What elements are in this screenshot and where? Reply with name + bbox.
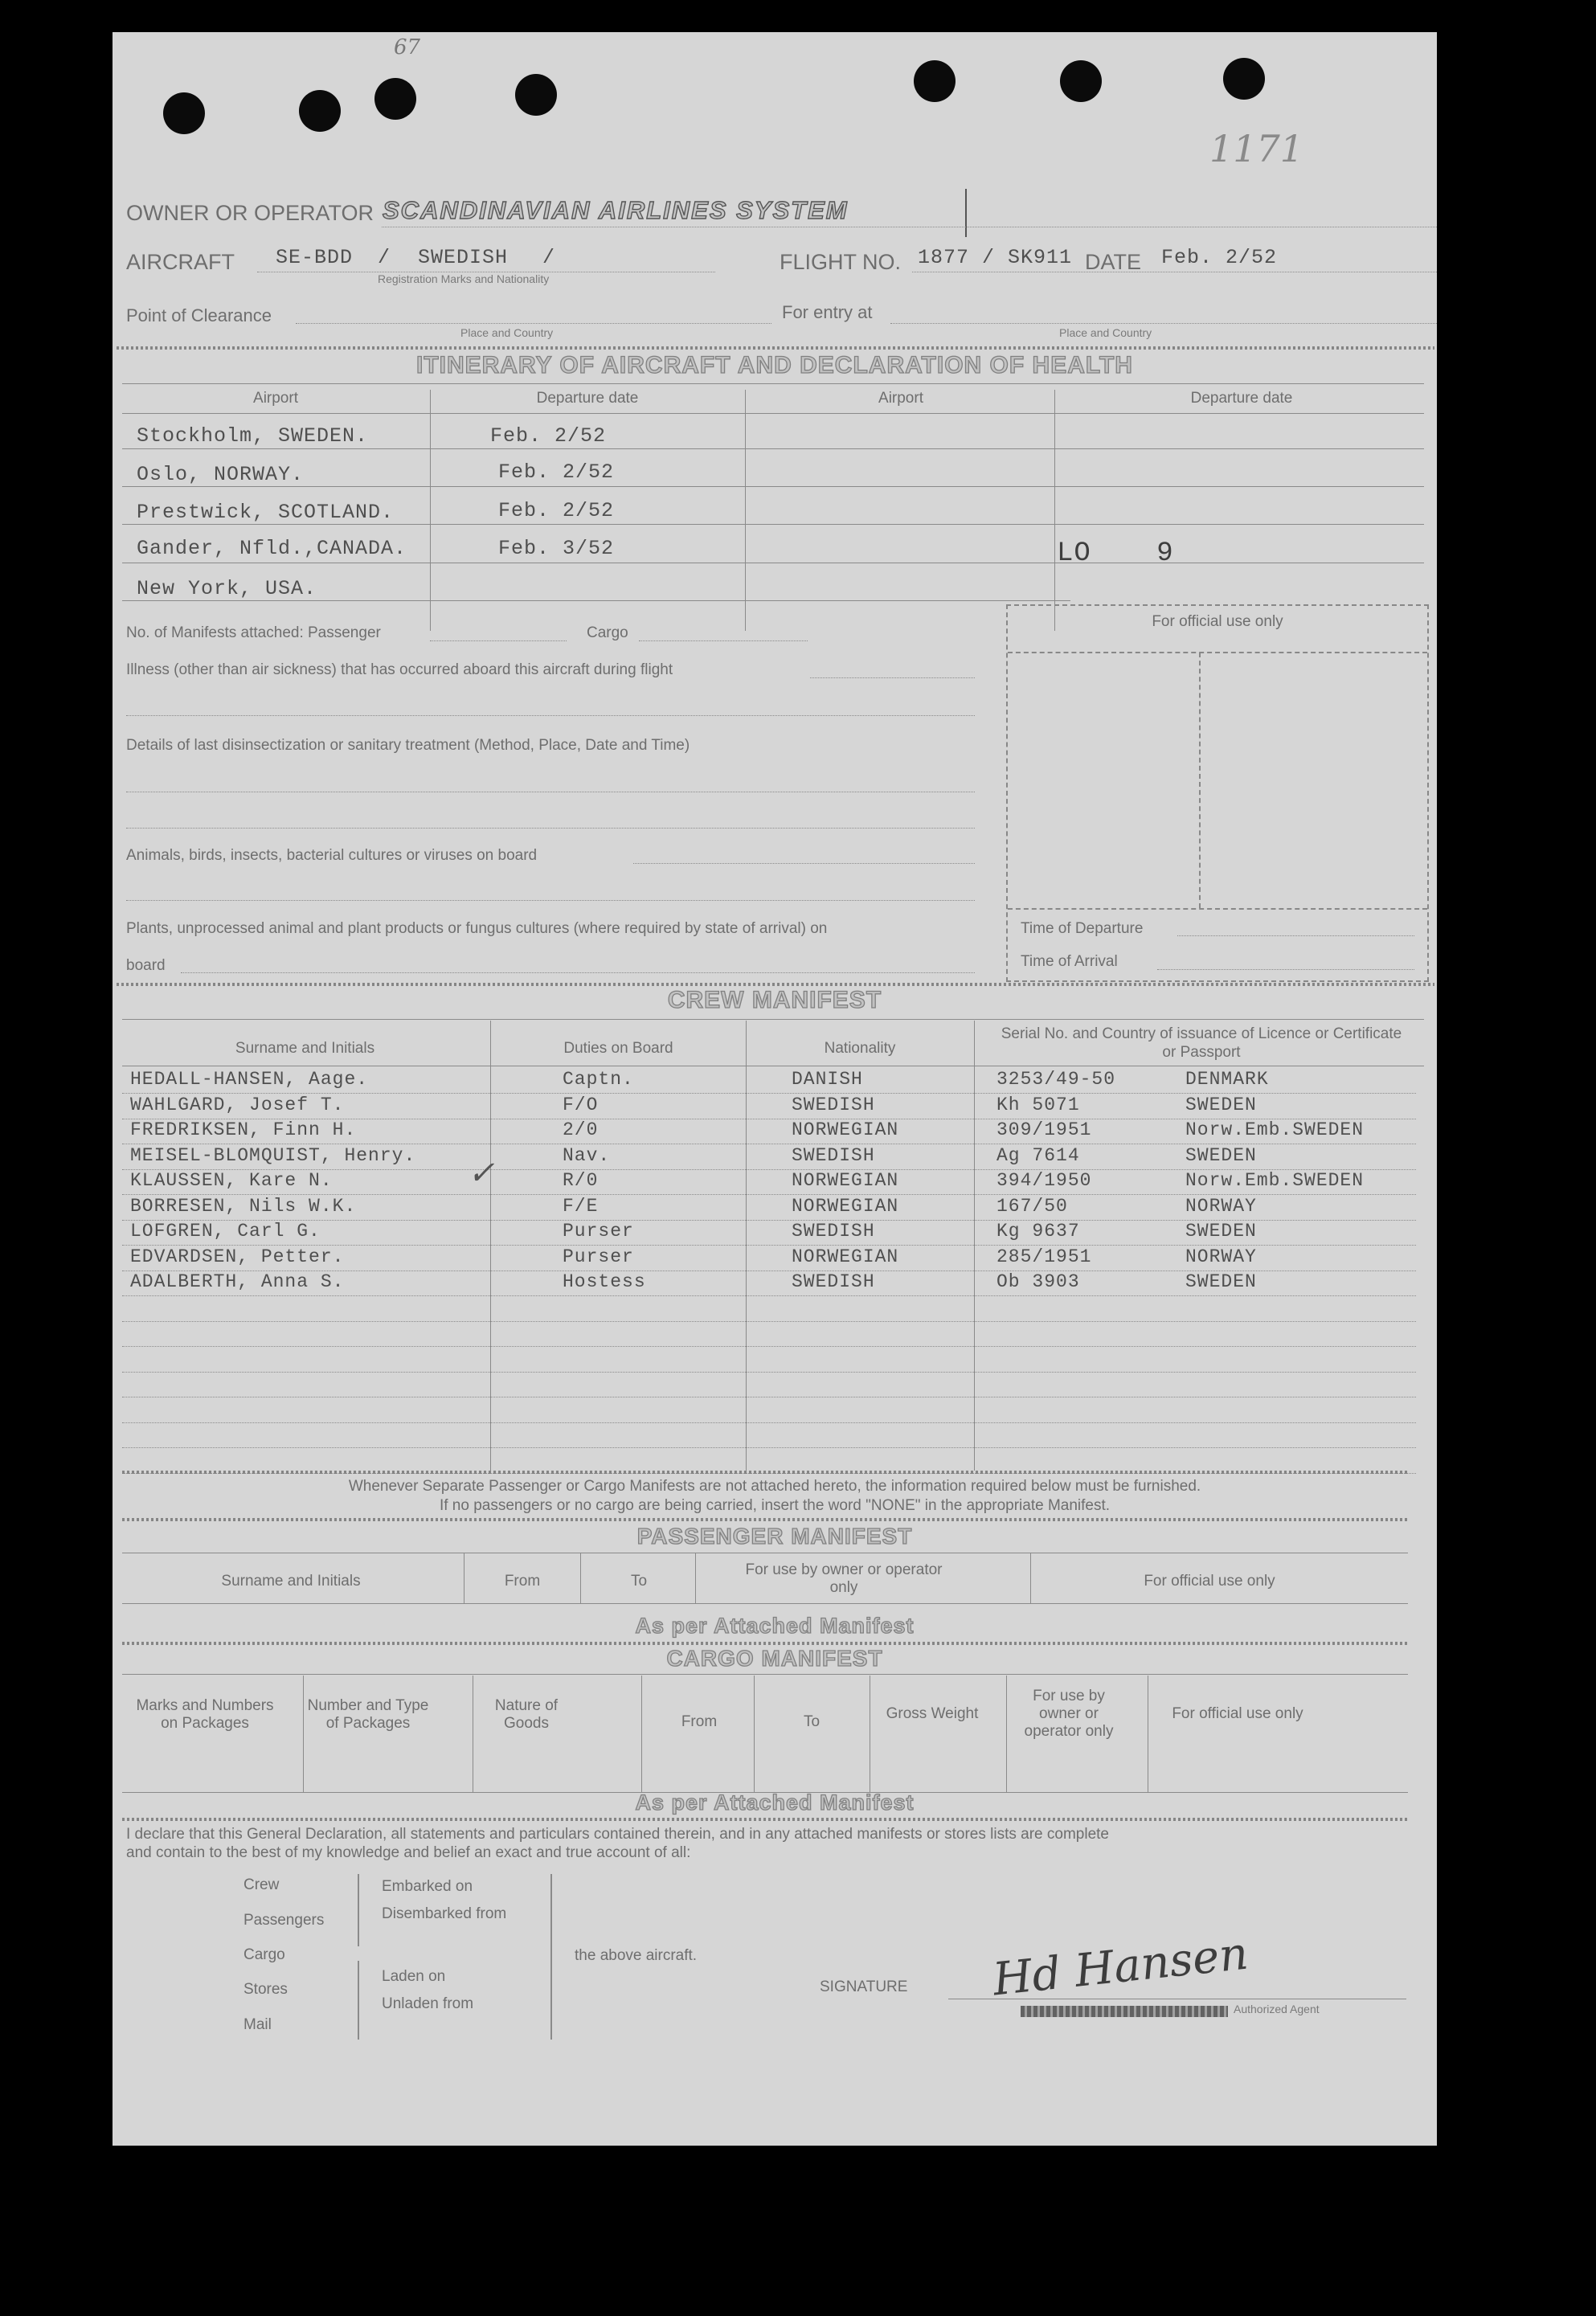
- col-departure-2: Departure date: [1190, 390, 1293, 407]
- crew-header-line: [122, 1019, 1424, 1020]
- clearance-caption: Place and Country: [460, 326, 554, 339]
- notice-line-1: Whenever Separate Passenger or Cargo Manifests are not attached hereto, the information required below must be furnished.: [348, 1478, 1201, 1495]
- time-departure-line: [1177, 935, 1414, 936]
- itinerary-header-bottom: [122, 413, 1424, 414]
- crew-row-line: [122, 1346, 1416, 1347]
- declaration-item: Crew: [243, 1876, 280, 1893]
- notice-rule: [122, 1471, 1408, 1474]
- cargo-col-from: From: [681, 1713, 718, 1730]
- manifests-label: No. of Manifests attached: Passenger: [126, 624, 381, 641]
- crew-col-surname: Surname and Initials: [235, 1040, 375, 1057]
- declaration-bracket: [358, 1961, 359, 2040]
- crew-row-line: [122, 1295, 1416, 1296]
- declaration-line-2: and contain to the best of my knowledge and belief an exact and true account of all:: [126, 1844, 691, 1861]
- passenger-divider: [580, 1553, 581, 1603]
- crew-name: HEDALL-HANSEN, Aage.: [130, 1069, 369, 1090]
- official-use-title: For official use only: [1152, 613, 1283, 630]
- illness-line: [126, 715, 975, 716]
- crew-duty: F/E: [563, 1195, 599, 1217]
- declaration-item: Mail: [243, 2016, 272, 2033]
- time-arrival-label: Time of Arrival: [1021, 953, 1118, 970]
- itinerary-date: Feb. 2/52: [498, 499, 615, 522]
- signature-caption: Authorized Agent: [1234, 2003, 1320, 2015]
- crew-duty: Purser: [563, 1221, 634, 1242]
- date-label: DATE: [1085, 250, 1142, 274]
- crew-country: SWEDEN: [1185, 1271, 1257, 1292]
- itinerary-airport: Prestwick, SCOTLAND.: [137, 501, 395, 524]
- passenger-col-from: From: [504, 1573, 541, 1590]
- passenger-header-bottom: [122, 1603, 1408, 1604]
- aircraft-reg: SE-BDD: [276, 246, 354, 269]
- crew-country: SWEDEN: [1185, 1094, 1257, 1115]
- crew-serial: 309/1951: [996, 1119, 1092, 1140]
- official-box-divider: [1199, 653, 1201, 908]
- time-departure-label: Time of Departure: [1021, 920, 1144, 937]
- cargo-col-official: For official use only: [1172, 1705, 1303, 1722]
- itinerary-airport: Stockholm, SWEDEN.: [137, 424, 369, 448]
- corner-mark: 67: [394, 35, 421, 59]
- page-number: 1171: [1209, 127, 1304, 170]
- crew-name: KLAUSSEN, Kare N.: [130, 1170, 333, 1191]
- itinerary-row-line: [122, 524, 1424, 525]
- aircraft-slash: /: [378, 246, 391, 269]
- crew-name: LOFGREN, Carl G.: [130, 1221, 321, 1242]
- aircraft-label: AIRCRAFT: [126, 250, 235, 274]
- illness-line: [810, 677, 975, 678]
- crew-name: WAHLGARD, Josef T.: [130, 1094, 345, 1115]
- punch-hole: [163, 92, 205, 134]
- passenger-rule: [122, 1518, 1408, 1521]
- crew-name: FREDRIKSEN, Finn H.: [130, 1119, 357, 1140]
- crew-divider: [490, 1021, 491, 1471]
- animals-line: [126, 900, 975, 901]
- cargo-divider: [641, 1676, 642, 1792]
- passenger-attached: As per Attached Manifest: [635, 1614, 915, 1638]
- declaration-bracket-right: [550, 1874, 552, 2040]
- owner-value: SCANDINAVIAN AIRLINES SYSTEM: [383, 196, 849, 224]
- col-airport: Airport: [253, 390, 298, 407]
- plants-label: Plants, unprocessed animal and plant products or fungus cultures (where required by state of arrival) on: [126, 920, 828, 937]
- cargo-divider: [1006, 1676, 1007, 1792]
- time-arrival-line: [1157, 969, 1414, 970]
- crew-nationality: DANISH: [792, 1069, 863, 1090]
- crew-duty: 2/0: [563, 1119, 599, 1140]
- entry-caption: Place and Country: [1059, 326, 1152, 339]
- signature: Hd Hansen: [990, 1927, 1251, 2007]
- itinerary-title: ITINERARY OF AIRCRAFT AND DECLARATION OF HEALTH: [416, 352, 1133, 378]
- crew-row-line: [122, 1245, 1416, 1246]
- itinerary-rule: [117, 346, 1434, 350]
- clearance-line: [296, 323, 771, 324]
- crew-serial: 167/50: [996, 1195, 1068, 1217]
- itinerary-row-line: [122, 448, 1424, 449]
- crew-nationality: SWEDISH: [792, 1271, 875, 1292]
- passenger-divider: [1030, 1553, 1031, 1603]
- crew-nationality: SWEDISH: [792, 1094, 875, 1115]
- crew-name: ADALBERTH, Anna S.: [130, 1271, 345, 1292]
- crew-row-line: [122, 1447, 1416, 1448]
- crew-serial: 3253/49-50: [996, 1069, 1116, 1090]
- animals-label: Animals, birds, insects, bacterial cultures or viruses on board: [126, 847, 538, 864]
- official-box-line: [1008, 652, 1427, 653]
- itinerary-divider: [430, 390, 431, 631]
- crew-serial: Kh 5071: [996, 1094, 1080, 1115]
- itinerary-divider: [1054, 390, 1055, 631]
- punch-hole: [299, 90, 341, 132]
- declaration-line-1: I declare that this General Declaration, all statements and particulars contained therein, and in any attached manifests or stores lists are complete: [126, 1826, 1109, 1843]
- itinerary-airport: Oslo, NORWAY.: [137, 463, 305, 486]
- crew-country: Norw.Emb.SWEDEN: [1185, 1119, 1365, 1140]
- crew-name: BORRESEN, Nils W.K.: [130, 1195, 357, 1217]
- official-box-line: [1008, 908, 1427, 910]
- check-mark: ✓: [468, 1155, 495, 1192]
- passenger-col-owner: For use by owner or operator only: [745, 1561, 943, 1596]
- passenger-divider: [695, 1553, 696, 1603]
- illness-label: Illness (other than air sickness) that has occurred aboard this aircraft during flight: [126, 661, 673, 678]
- itinerary-date: Feb. 2/52: [490, 424, 607, 448]
- passenger-title: PASSENGER MANIFEST: [636, 1524, 913, 1549]
- crew-divider: [746, 1021, 747, 1471]
- itinerary-date: Feb. 2/52: [498, 460, 615, 484]
- punch-hole: [515, 74, 557, 116]
- plants-line: [181, 972, 975, 973]
- crew-duty: Captn.: [563, 1069, 634, 1090]
- crew-row-line: [122, 1321, 1416, 1322]
- cargo-col-to: To: [803, 1713, 821, 1730]
- flight-label: FLIGHT NO.: [780, 250, 902, 274]
- crew-rule: [117, 983, 1434, 986]
- crew-row-line: [122, 1372, 1416, 1373]
- crew-row-line: [122, 1093, 1416, 1094]
- itinerary-date: Feb. 3/52: [498, 537, 615, 560]
- crew-duty: R/0: [563, 1170, 599, 1191]
- crew-nationality: SWEDISH: [792, 1221, 875, 1242]
- above-aircraft: the above aircraft.: [575, 1947, 698, 1964]
- itinerary-row-line: [122, 486, 1424, 487]
- itinerary-airport: New York, USA.: [137, 577, 317, 600]
- disembarked-label: Disembarked from: [382, 1905, 507, 1922]
- aircraft-nationality: SWEDISH: [418, 246, 509, 269]
- declaration-item: Stores: [243, 1981, 288, 1998]
- crew-country: SWEDEN: [1185, 1144, 1257, 1166]
- animals-line: [633, 863, 975, 864]
- reg-caption: Registration Marks and Nationality: [378, 272, 550, 285]
- crew-serial: 285/1951: [996, 1246, 1092, 1267]
- cargo-divider: [303, 1676, 304, 1792]
- punch-hole: [374, 78, 416, 120]
- crew-duty: F/O: [563, 1094, 599, 1115]
- crew-row-line: [122, 1422, 1416, 1423]
- embarked-label: Embarked on: [382, 1878, 473, 1895]
- crew-col-nationality: Nationality: [824, 1040, 896, 1057]
- declaration-rule: [122, 1818, 1408, 1821]
- crew-duty: Nav.: [563, 1144, 611, 1166]
- itinerary-header-line: [122, 383, 1424, 384]
- itinerary-stamp: LO 9: [1057, 538, 1174, 569]
- crew-title: CREW MANIFEST: [667, 987, 882, 1013]
- punch-hole: [1060, 60, 1102, 102]
- laden-label: Laden on: [382, 1968, 446, 1985]
- crew-country: DENMARK: [1185, 1069, 1269, 1090]
- clearance-label: Point of Clearance: [126, 305, 272, 325]
- declaration-bracket: [358, 1874, 359, 1946]
- plants-label-2: board: [126, 957, 166, 974]
- cargo-title: CARGO MANIFEST: [666, 1646, 883, 1671]
- notice-line-2: If no passengers or no cargo are being carried, insert the word "NONE" in the appropriate Manifest.: [439, 1497, 1111, 1514]
- crew-country: Norw.Emb.SWEDEN: [1185, 1170, 1365, 1191]
- crew-nationality: SWEDISH: [792, 1144, 875, 1166]
- crew-duty: Purser: [563, 1246, 634, 1267]
- unladen-label: Unladen from: [382, 1995, 474, 2012]
- cargo-divider: [754, 1676, 755, 1792]
- cargo-col-marks: Marks and Numbers on Packages: [136, 1697, 274, 1732]
- itinerary-airport: Gander, Nfld.,CANADA.: [137, 537, 407, 560]
- general-declaration-form: [113, 32, 1437, 2146]
- cargo-col-nature: Nature of Goods: [494, 1697, 559, 1732]
- passenger-col-surname: Surname and Initials: [221, 1573, 361, 1590]
- crew-country: NORWAY: [1185, 1195, 1257, 1217]
- entry-line: [890, 323, 1437, 324]
- crew-serial: 394/1950: [996, 1170, 1092, 1191]
- col-departure: Departure date: [536, 390, 639, 407]
- crew-nationality: NORWEGIAN: [792, 1170, 899, 1191]
- cargo-count-line: [639, 640, 808, 641]
- crew-row-line: [122, 1194, 1416, 1195]
- crew-nationality: NORWEGIAN: [792, 1119, 899, 1140]
- entry-label: For entry at: [782, 302, 873, 322]
- cargo-col-weight: Gross Weight: [886, 1705, 979, 1722]
- flight-value: 1877 / SK911: [918, 246, 1073, 269]
- disinsect-line: [126, 828, 975, 829]
- owner-mark: [965, 189, 967, 237]
- crew-serial: Kg 9637: [996, 1221, 1080, 1242]
- itinerary-divider: [745, 390, 746, 631]
- struck-out-name: [1021, 2006, 1228, 2017]
- disinsect-label: Details of last disinsectization or sanitary treatment (Method, Place, Date and Time): [126, 737, 690, 754]
- cargo-col-number: Number and Type of Packages: [307, 1697, 429, 1732]
- cargo-header-line: [122, 1674, 1408, 1675]
- cargo-rule: [122, 1642, 1408, 1645]
- crew-serial: Ob 3903: [996, 1271, 1080, 1292]
- date-value: Feb. 2/52: [1161, 246, 1278, 269]
- manifests-line: [430, 640, 567, 641]
- passenger-col-official: For official use only: [1144, 1573, 1275, 1590]
- cargo-col-owner: For use by owner or operator only: [1024, 1688, 1114, 1740]
- crew-col-duties: Duties on Board: [563, 1040, 673, 1057]
- crew-country: NORWAY: [1185, 1246, 1257, 1267]
- crew-nationality: NORWEGIAN: [792, 1195, 899, 1217]
- cargo-count-label: Cargo: [587, 624, 628, 641]
- crew-divider: [974, 1021, 975, 1471]
- owner-label: OWNER OR OPERATOR: [126, 201, 374, 225]
- crew-duty: Hostess: [563, 1271, 646, 1292]
- crew-name: EDVARDSEN, Petter.: [130, 1246, 345, 1267]
- crew-serial: Ag 7614: [996, 1144, 1080, 1166]
- crew-col-serial: Serial No. and Country of issuance of Licence or Certificate or Passport: [1001, 1025, 1402, 1061]
- cargo-attached: As per Attached Manifest: [635, 1790, 915, 1815]
- crew-nationality: NORWEGIAN: [792, 1246, 899, 1267]
- crew-country: SWEDEN: [1185, 1221, 1257, 1242]
- passenger-col-to: To: [630, 1573, 648, 1590]
- declaration-item: Passengers: [243, 1912, 325, 1929]
- punch-hole: [914, 60, 956, 102]
- declaration-item: Cargo: [243, 1946, 285, 1963]
- punch-hole: [1223, 58, 1265, 100]
- aircraft-slash-2: /: [542, 246, 556, 269]
- col-airport-2: Airport: [878, 390, 923, 407]
- signature-label: SIGNATURE: [820, 1978, 908, 1995]
- crew-name: MEISEL-BLOMQUIST, Henry.: [130, 1144, 416, 1166]
- itinerary-row-line: [122, 600, 1070, 601]
